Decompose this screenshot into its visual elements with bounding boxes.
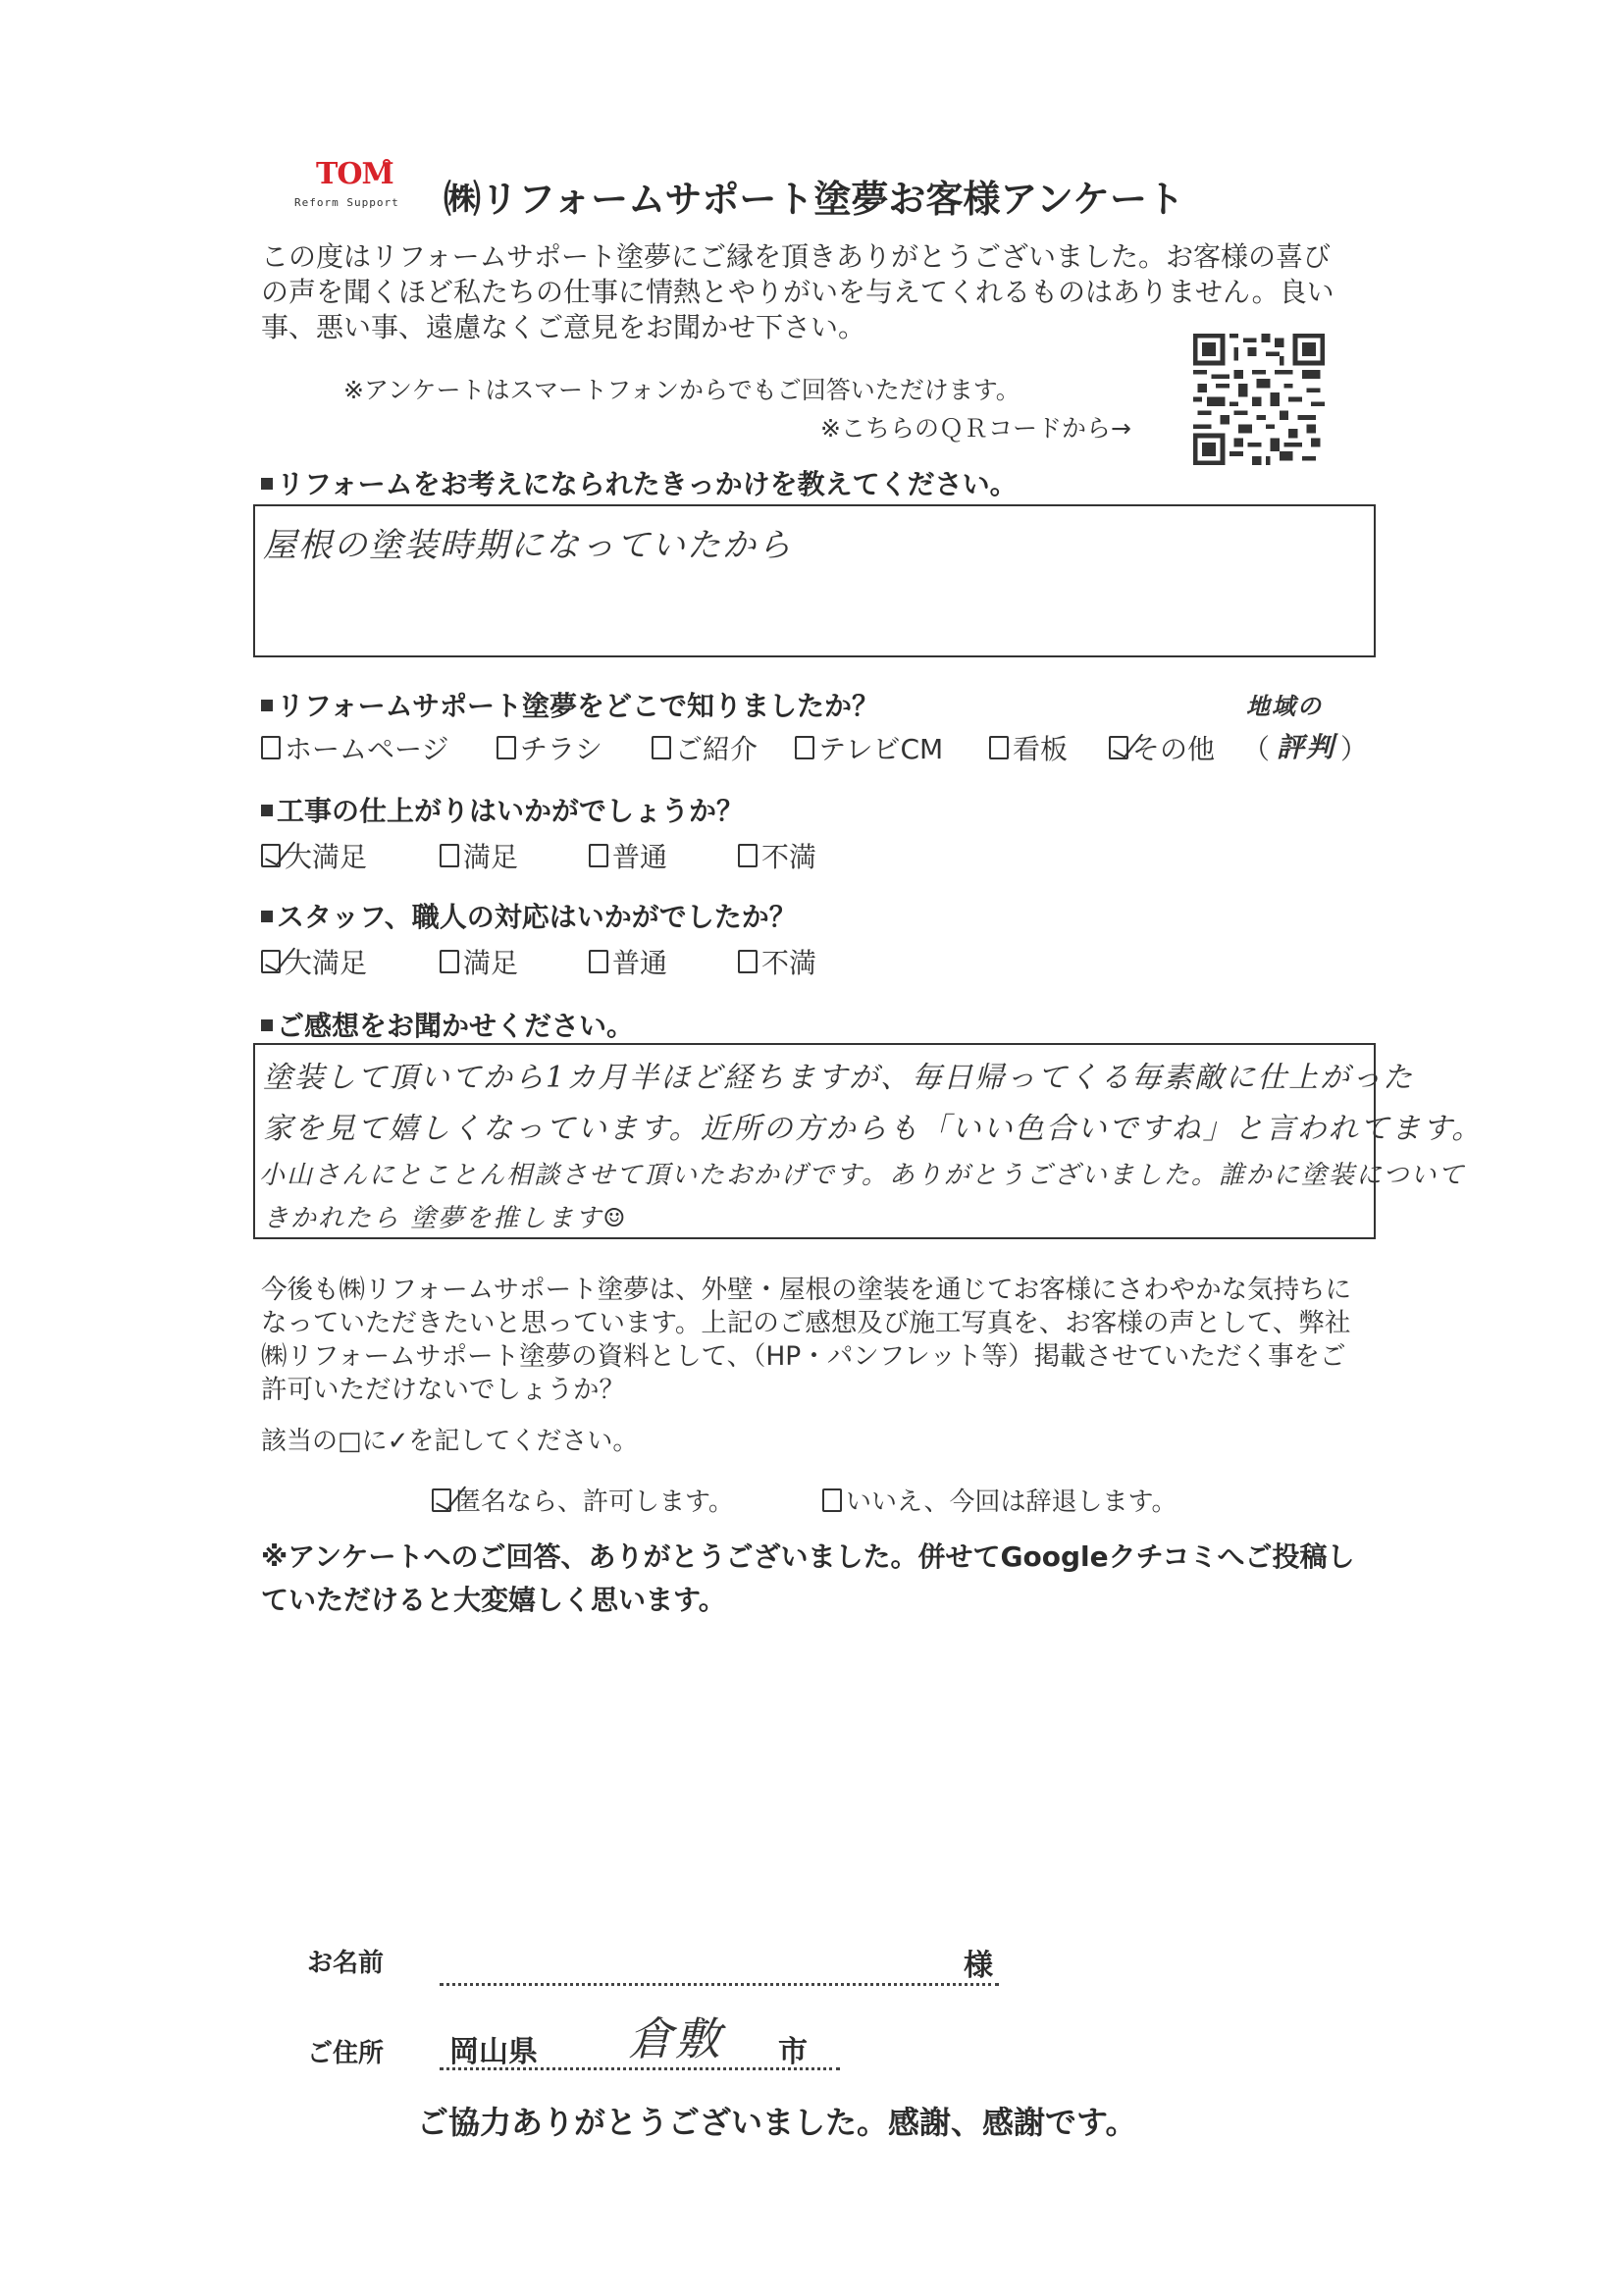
q3-option-satisfied[interactable] (440, 836, 518, 875)
q2-option-tv-cm[interactable] (795, 728, 943, 767)
other-close-paren: ） (1340, 733, 1369, 765)
q4-heading (261, 896, 797, 935)
q4-heading-text: スタッフ、職人の対応はいかがでしたか？ (277, 901, 797, 933)
other-open-paren: （ (1242, 733, 1271, 765)
name-label: お名前 (307, 1949, 385, 1978)
q5-line: 塗装して頂いてから1カ月半ほど経ちますが、毎日帰ってくる毎素敵に仕上がった (263, 1061, 1415, 1095)
q2-heading (261, 685, 879, 724)
q2-heading-text: リフォームサポート塗夢をどこで知りましたか？ (277, 690, 880, 722)
logo-subtitle: Reform Support (294, 196, 399, 209)
closing-text: ※アンケートへのご回答、ありがとうございました。併せてGoogleクチコミへご投稿していただけると大変嬉しく思います。 (261, 1540, 1355, 1616)
qr-code-icon[interactable] (1193, 334, 1325, 465)
smartphone-note: ※アンケートはスマートフォンからでもご回答いただけます。 (343, 376, 1020, 404)
q3-options (261, 836, 948, 875)
q4-option-average[interactable] (589, 942, 667, 981)
decline-option[interactable] (822, 1482, 1177, 1518)
qr-note: ※こちらのＱＲコードから→ (820, 414, 1131, 443)
q4-options (261, 942, 948, 981)
option-label: 看板 (1013, 733, 1069, 765)
bullet-square-icon (261, 1019, 273, 1031)
permission-body: 今後も㈱リフォームサポート塗夢は、外壁・屋根の塗装を通じてお客様にさわやかな気持ちになっていただきたいと思っています。上記のご感想及び施工写真を、お客様の声として、弊社㈱リフォームサポート塗夢の資料として、（HP・パンフレット等）掲載させていただく事をご許可いただけないでしょうか？ (261, 1275, 1352, 1405)
bullet-square-icon (261, 805, 273, 816)
option-label: ホームページ (285, 733, 449, 765)
option-label: 不満 (761, 841, 817, 873)
checkbox-checked[interactable] (1109, 736, 1128, 759)
company-logo (294, 157, 402, 214)
checkbox[interactable] (440, 950, 459, 973)
q3-heading-text: 工事の仕上がりはいかがでしょうか？ (277, 795, 745, 827)
checkbox[interactable] (822, 1488, 842, 1512)
option-label: チラシ (520, 733, 603, 765)
option-label: 不満 (761, 947, 817, 979)
other-note-top: 地域の (1246, 692, 1323, 720)
option-label: 匿名なら、許可します。 (455, 1487, 734, 1517)
checkbox-checked[interactable] (432, 1488, 451, 1512)
q5-heading-text: ご感想をお聞かせください。 (277, 1010, 635, 1042)
q2-option-signboard[interactable] (989, 728, 1068, 767)
checkbox[interactable] (261, 736, 281, 759)
permission-instruction: 該当の□に✓を記してください。 (261, 1427, 639, 1456)
checkbox-checked[interactable] (261, 844, 281, 867)
intro-text: この度はリフォームサポート塗夢にご縁を頂きありがとうございました。お客様の喜びの声を聞くほど私たちの仕事に情熱とやりがいを与えてくれるものはありません。良い事、悪い事、遠慮なくご意見をお聞かせ下さい。 (261, 240, 1334, 343)
page-title: ㈱リフォームサポート塗夢お客様アンケート (444, 178, 1185, 221)
q2-option-flyer[interactable] (497, 728, 602, 767)
permit-anonymous-option[interactable] (432, 1482, 734, 1518)
option-label: いいえ、今回は辞退します。 (846, 1487, 1177, 1517)
q5-heading (261, 1005, 634, 1044)
logo-dot-icon (383, 159, 391, 167)
option-label: 普通 (612, 841, 668, 873)
q1-heading-text: リフォームをお考えになられたきっかけを教えてください。 (277, 468, 1018, 500)
q3-option-dissatisfied[interactable] (738, 836, 816, 875)
q5-line: 小山さんにとことん相談させて頂いたおかげです。ありがとうございました。誰かに塗装について (259, 1161, 1466, 1190)
checkbox[interactable] (738, 844, 758, 867)
option-label: その他 (1132, 733, 1216, 765)
option-label: テレビCM (818, 733, 944, 765)
option-label: ご紹介 (675, 733, 759, 765)
q3-heading (261, 790, 744, 829)
checkbox[interactable] (497, 736, 516, 759)
q2-option-homepage[interactable] (261, 728, 448, 767)
other-note-bottom[interactable]: 評判 (1277, 731, 1336, 763)
option-label: 大満足 (285, 947, 368, 979)
checkbox[interactable] (652, 736, 671, 759)
q5-line: きかれたら 塗夢を推します☺ (263, 1204, 628, 1233)
q5-line: 家を見て嬉しくなっています。近所の方からも「いい色合いですね」と言われてます。 (263, 1112, 1484, 1146)
q3-option-very-satisfied[interactable] (261, 836, 367, 875)
q2-options (261, 728, 1389, 767)
bullet-square-icon (261, 478, 273, 490)
footer-thanks: ご協力ありがとうございました。感謝、感謝です。 (417, 2104, 1137, 2141)
q3-option-average[interactable] (589, 836, 667, 875)
checkbox[interactable] (589, 844, 608, 867)
bullet-square-icon (261, 911, 273, 922)
option-label: 大満足 (285, 841, 368, 873)
q4-option-satisfied[interactable] (440, 942, 518, 981)
q5-answer-box[interactable] (253, 1043, 1484, 1239)
bullet-square-icon (261, 700, 273, 711)
q1-heading (261, 463, 1018, 502)
option-label: 満足 (463, 841, 519, 873)
prefecture: 岡山県 (449, 2035, 538, 2069)
option-label: 普通 (612, 947, 668, 979)
q4-option-dissatisfied[interactable] (738, 942, 816, 981)
logo-mark: TOM (316, 157, 393, 191)
checkbox[interactable] (589, 950, 608, 973)
q1-answer-box[interactable] (253, 504, 1376, 657)
checkbox[interactable] (440, 844, 459, 867)
name-field[interactable] (440, 1976, 999, 1986)
q2-option-referral[interactable] (652, 728, 758, 767)
checkbox[interactable] (738, 950, 758, 973)
city-suffix: 市 (778, 2035, 808, 2069)
name-suffix: 様 (964, 1949, 993, 1983)
checkbox[interactable] (989, 736, 1009, 759)
checkbox[interactable] (795, 736, 814, 759)
option-label: 満足 (463, 947, 519, 979)
q2-option-other[interactable] (1109, 728, 1215, 767)
q4-option-very-satisfied[interactable] (261, 942, 367, 981)
city-value[interactable]: 倉敷 (628, 2012, 722, 2065)
q1-answer-text: 屋根の塗装時期になっていたから (263, 526, 793, 565)
checkbox-checked[interactable] (261, 950, 281, 973)
address-label: ご住所 (307, 2039, 385, 2068)
